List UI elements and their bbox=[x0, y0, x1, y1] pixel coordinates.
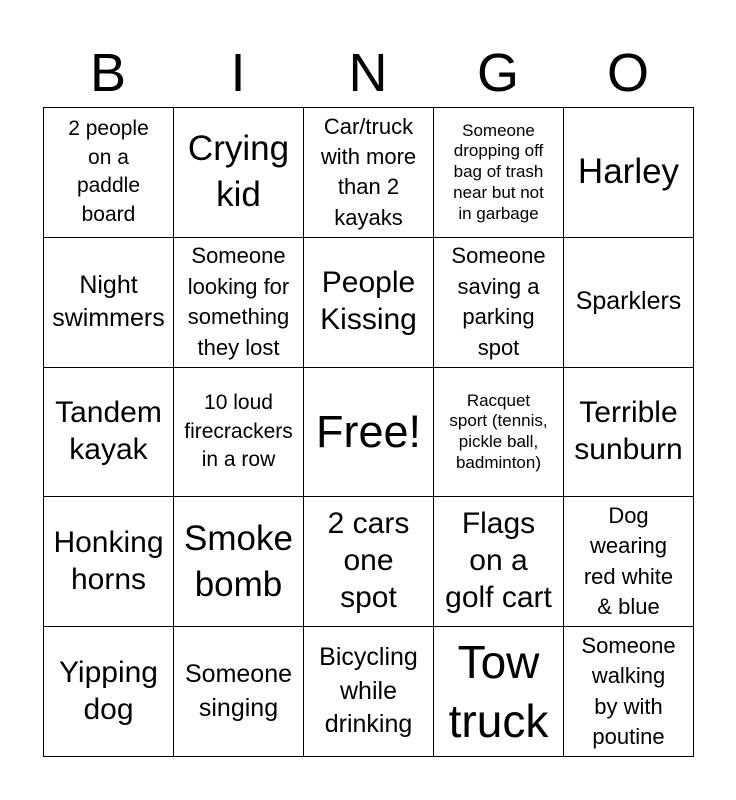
bingo-cell[interactable] bbox=[44, 497, 174, 627]
bingo-cell[interactable] bbox=[564, 238, 694, 368]
cell-text: Flags on a golf cart bbox=[445, 507, 552, 615]
bingo-cell[interactable] bbox=[304, 368, 434, 498]
bingo-cell[interactable] bbox=[304, 627, 434, 757]
cell-text: Someone walking by with poutine bbox=[581, 632, 676, 749]
cell-text: 10 loud firecrackers in a row bbox=[184, 391, 293, 472]
bingo-cell[interactable] bbox=[174, 497, 304, 627]
bingo-cell[interactable] bbox=[564, 368, 694, 498]
cell-text: Tow truck bbox=[448, 636, 549, 747]
bingo-header bbox=[43, 38, 693, 108]
bingo-cell[interactable] bbox=[434, 238, 564, 368]
cell-text: Tandem kayak bbox=[55, 396, 162, 466]
bingo-cell[interactable] bbox=[44, 108, 174, 238]
bingo-cell[interactable] bbox=[174, 368, 304, 498]
cell-text: People Kissing bbox=[320, 266, 417, 337]
bingo-cell[interactable] bbox=[434, 368, 564, 498]
cell-text: Dog wearing red white & blue bbox=[583, 503, 674, 620]
bingo-cell[interactable] bbox=[174, 627, 304, 757]
cell-text: Terrible sunburn bbox=[574, 396, 683, 466]
bingo-cell[interactable] bbox=[564, 627, 694, 757]
bingo-cell[interactable] bbox=[304, 108, 434, 238]
bingo-cell[interactable] bbox=[174, 108, 304, 238]
cell-text: 2 cars one spot bbox=[327, 507, 410, 615]
cell-text: Someone looking for something they lost bbox=[187, 243, 290, 360]
bingo-cell[interactable] bbox=[434, 497, 564, 627]
cell-text: Bicycling while drinking bbox=[319, 643, 418, 739]
cell-text: Someone saving a parking spot bbox=[451, 243, 546, 360]
bingo-cell[interactable] bbox=[434, 627, 564, 757]
bingo-cell[interactable] bbox=[44, 238, 174, 368]
cell-text: Someone dropping off bag of trash near but not in garbage bbox=[453, 120, 544, 223]
cell-text: Crying kid bbox=[187, 129, 290, 215]
cell-text: Honking horns bbox=[53, 525, 164, 596]
cell-text: Yipping dog bbox=[59, 655, 158, 726]
bingo-cell[interactable] bbox=[434, 108, 564, 238]
header-letter-n: N bbox=[348, 43, 388, 103]
bingo-cell[interactable] bbox=[44, 368, 174, 498]
cell-text: Racquet sport (tennis, pickle ball, badminton) bbox=[449, 390, 548, 472]
cell-text: Someone singing bbox=[184, 660, 293, 722]
header-letter-o: O bbox=[606, 43, 649, 103]
cell-text: Free! bbox=[315, 406, 422, 458]
header-letter-b: B bbox=[89, 43, 127, 103]
header-letter-i: I bbox=[230, 43, 246, 103]
bingo-cell[interactable] bbox=[44, 627, 174, 757]
bingo-board bbox=[43, 107, 694, 757]
header-letter-g: G bbox=[476, 43, 519, 103]
cell-text: Smoke bomb bbox=[184, 518, 293, 604]
bingo-cell[interactable] bbox=[304, 238, 434, 368]
cell-text: Sparklers bbox=[575, 287, 682, 316]
bingo-cell[interactable] bbox=[174, 238, 304, 368]
cell-text: Car/truck with more than 2 kayaks bbox=[320, 113, 417, 230]
cell-text: 2 people on a paddle board bbox=[68, 117, 149, 226]
cell-text: Night swimmers bbox=[52, 270, 165, 333]
bingo-cell[interactable] bbox=[564, 497, 694, 627]
cell-text: Harley bbox=[577, 152, 680, 192]
bingo-cell[interactable] bbox=[564, 108, 694, 238]
bingo-cell[interactable] bbox=[304, 497, 434, 627]
